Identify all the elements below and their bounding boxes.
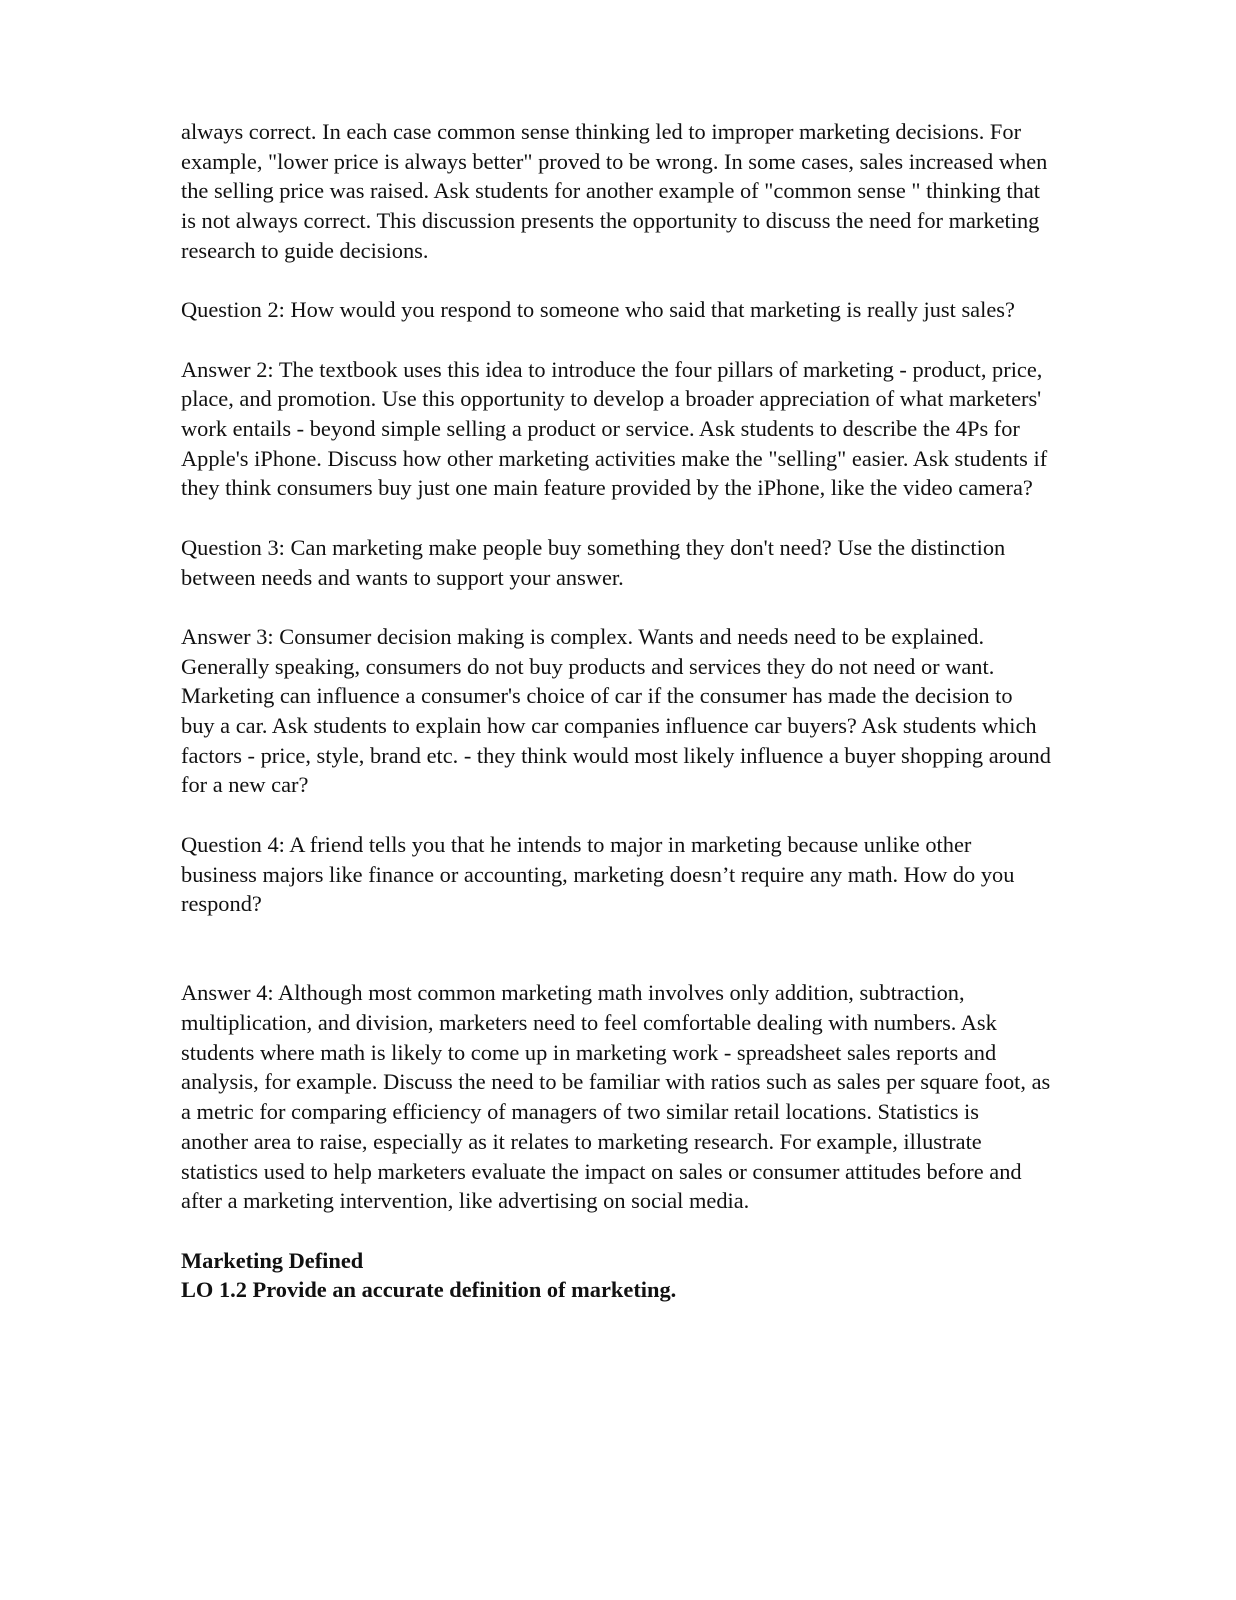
answer-3: Answer 3: Consumer decision making is complex. Wants and needs need to be explained. Generally speaking, consumers do not buy products and services they do not need or want. Marketing can influence a consumer's choice of car if the consumer has made the decision to buy a car. Ask students to explain how car companies influence car buyers? Ask students which factors - price, style, brand etc. - they think would most likely influence a buyer shopping around for a new car? bbox=[181, 623, 1051, 798]
learning-objective: LO 1.2 Provide an accurate definition of marketing. bbox=[181, 1277, 677, 1303]
question-4: Question 4: A friend tells you that he intends to major in marketing because unlike other business majors like finance or accounting, marketing doesn’t require any math. How do you respond? bbox=[181, 831, 1015, 917]
document-body bbox=[181, 117, 1051, 1305]
answer-2: Answer 2: The textbook uses this idea to introduce the four pillars of marketing - product, price, place, and promotion. Use this opportunity to develop a broader appreciation of what marketers' work entails - beyond simple selling a product or service. Ask students to describe the 4Ps for Apple's iPhone. Discuss how other marketing activities make the "selling" easier. Ask students if they think consumers buy just one main feature provided by the iPhone, like the video camera? bbox=[181, 356, 1048, 501]
section-heading: Marketing Defined bbox=[181, 1247, 364, 1273]
question-2: Question 2: How would you respond to someone who said that marketing is really just sales? bbox=[181, 297, 1015, 323]
paragraph-intro: always correct. In each case common sense thinking led to improper marketing decisions. For example, "lower price is always better" proved to be wrong. In some cases, sales increased when the selling price was raised. Ask students for another example of "common sense " thinking that is not always correct. This discussion presents the opportunity to discuss the need for marketing research to guide decisions. bbox=[181, 119, 1048, 263]
answer-4: Answer 4: Although most common marketing math involves only addition, subtraction, multiplication, and division, marketers need to feel comfortable dealing with numbers. Ask students where math is likely to come up in marketing work - spreadsheet sales reports and analysis, for example. Discuss the need to be familiar with ratios such as sales per square foot, as a metric for comparing efficiency of managers of two similar retail locations. Statistics is another area to raise, especially as it relates to marketing research. For example, illustrate statistics used to help marketers evaluate the impact on sales or consumer attitudes before and after a marketing intervention, like advertising on social media. bbox=[181, 980, 1051, 1214]
section-heading-block bbox=[181, 1246, 1051, 1305]
question-3: Question 3: Can marketing make people buy something they don't need? Use the distinction between needs and wants to support your answer. bbox=[181, 534, 1006, 590]
